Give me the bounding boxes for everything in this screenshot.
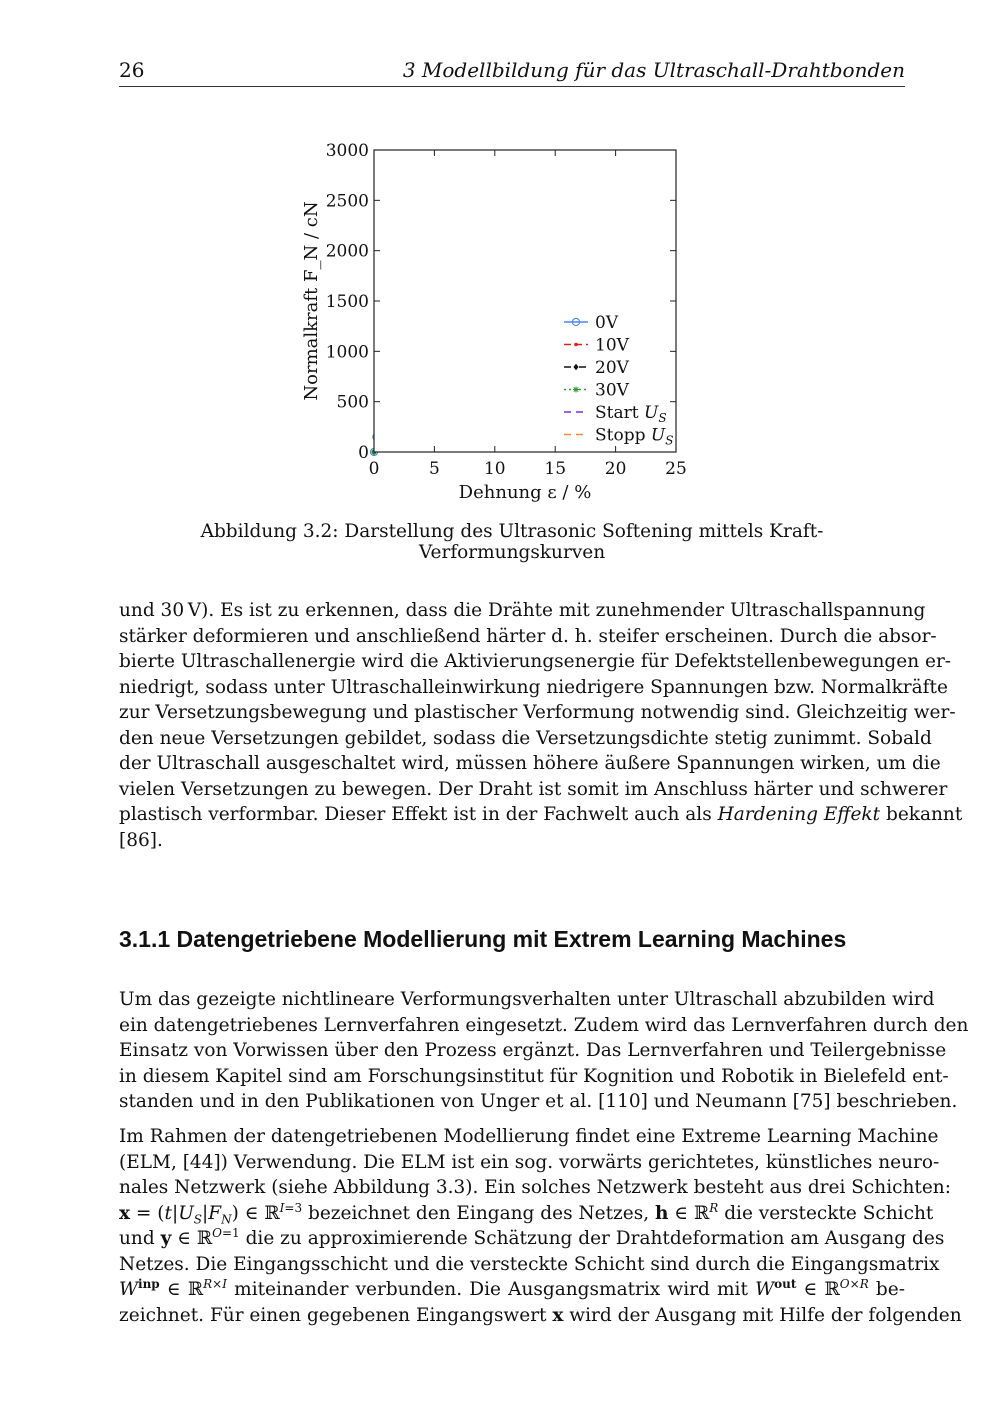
emphasis-term: Hardening Effekt [717, 804, 881, 825]
text-line: zeichnet. Für einen gegebenen Eingangswert x wird der Ausgang mit Hilfe der folgenden [119, 1304, 962, 1326]
text-line: in diesem Kapitel sind am Forschungsinstitut für Kognition und Robotik in Bielefeld ent- [119, 1065, 949, 1087]
x-axis-label: Dehnung ε / % [458, 482, 592, 503]
formula-x: $x = (t|U_S|F_N)$ ∈ ℝ$^{I=3}$ [119, 1200, 303, 1227]
text-line: (ELM, [44]) Verwendung. Die ELM ist ein sog. vorwärts gerichtetes, künstliches neuro- [119, 1151, 940, 1173]
formula-h: h ∈ ℝ$^R$ [654, 1200, 719, 1224]
y-tick-label: 2000 [325, 241, 369, 262]
text-line: $W^{inp}$ ∈ ℝ$^{R\times I}$ miteinander verbunden. Die Ausgangsmatrix wird mit $W^{out}$ ∈ ℝ$^{O\times R}$ be- [119, 1276, 905, 1300]
text-line: und 30 V). Es ist zu erkennen, dass die Drähte mit zunehmender Ultraschallspannung [119, 600, 926, 621]
paragraph-3 [119, 1124, 962, 1328]
legend-label: 20V [595, 358, 629, 378]
y-axis-label: Normalkraft F_N / cN [301, 201, 322, 401]
x-tick-label: 20 [604, 459, 627, 479]
text-line: und y ∈ ℝ$^{O=1}$ die zu approximierende Schätzung der Drahtdeformation am Ausgang des [119, 1225, 945, 1249]
x-tick-label: 5 [428, 459, 440, 479]
x-tick-label: 10 [483, 459, 506, 479]
y-tick-label: 1000 [325, 342, 369, 363]
text-line: niedrigt, sodass unter Ultraschalleinwirkung niedrigere Spannungen bzw. Normalkräfte [119, 676, 948, 698]
legend-label: 10V [595, 335, 629, 356]
figure-caption: Abbildung 3.2: Darstellung des Ultrasonic Softening mittels Kraft-Verformungskurven [200, 521, 824, 563]
legend-label: Stopp $U_S$ [595, 425, 674, 448]
text-line: Im Rahmen der datengetriebenen Modellierung findet eine Extreme Learning Machine [119, 1126, 939, 1147]
text-line: vielen Versetzungen zu bewegen. Der Draht ist somit im Anschluss härter und schwerer [119, 778, 948, 800]
y-tick-label: 500 [336, 392, 369, 413]
running-header [119, 58, 905, 87]
formula-wout: $W^{out}$ ∈ ℝ$^{O\times R}$ [755, 1276, 869, 1300]
paragraph-2 [119, 987, 969, 1115]
formula-y: y ∈ ℝ$^{O=1}$ [160, 1225, 240, 1249]
y-tick-label: 2500 [325, 191, 369, 212]
force-strain-chart [295, 120, 715, 510]
text-line: der Ultraschall ausgeschaltet wird, müssen höhere äußere Spannungen wirken, um die [119, 753, 941, 774]
y-tick-label: 3000 [325, 141, 369, 161]
text-line: stärker deformieren und anschließend härter d. h. steifer erscheinen. Durch die absor- [119, 625, 937, 647]
y-tick-label: 1500 [325, 292, 369, 312]
y-tick-label: 0 [358, 443, 369, 463]
text-line: Einsatz von Vorwissen über den Prozess ergänzt. Das Lernverfahren und Teilergebnisse [119, 1040, 947, 1061]
text-line: standen und in den Publikationen von Unger et al. [110] und Neumann [75] beschrieben. [119, 1091, 958, 1112]
x-tick-label: 0 [368, 459, 380, 479]
text-line: ein datengetriebenes Lernverfahren eingesetzt. Zudem wird das Lernverfahren durch den [119, 1014, 969, 1036]
text-line: plastisch verformbar. Dieser Effekt ist in der Fachwelt auch als Hardening Effekt bekannt [119, 804, 963, 825]
page-number: 26 [119, 58, 145, 82]
legend-label: 30V [595, 380, 629, 401]
text-line: Netzes. Die Eingangsschicht und die versteckte Schicht sind durch die Eingangsmatrix [119, 1253, 940, 1275]
data-point [573, 387, 579, 393]
text-line: nales Netzwerk (siehe Abbildung 3.3). Ein solches Netzwerk besteht aus drei Schichten: [119, 1177, 951, 1198]
citation: [86]. [119, 829, 163, 851]
text-line: den neue Versetzungen gebildet, sodass die Versetzungsdichte stetig zunimmt. Sobald [119, 727, 932, 749]
section-heading: 3.1.1 Datengetriebene Modellierung mit Extrem Learning Machines [119, 926, 847, 952]
text-line: bierte Ultraschallenergie wird die Aktivierungsenergie für Defektstellenbewegungen er- [119, 651, 952, 672]
x-tick-label: 25 [665, 459, 687, 479]
text-line: Um das gezeigte nichtlineare Verformungsverhalten unter Ultraschall abzubilden wird [119, 989, 935, 1010]
text-line: zur Versetzungsbewegung und plastischer Verformung notwendig sind. Gleichzeitig wer- [119, 702, 956, 723]
data-point [574, 343, 578, 347]
x-tick-label: 15 [544, 459, 567, 479]
chapter-title: 3 Modellbildung für das Ultraschall-Drahtbonden [402, 58, 905, 82]
paragraph-1 [119, 598, 963, 853]
formula-winp: $W^{inp}$ ∈ ℝ$^{R\times I}$ [119, 1276, 227, 1300]
legend-label: Start $U_S$ [595, 403, 667, 425]
text-line: $x = (t|U_S|F_N)$ ∈ ℝ$^{I=3}$ bezeichnet den Eingang des Netzes, h ∈ ℝ$^R$ die versteckte Schicht [119, 1200, 934, 1227]
legend-label: 0V [595, 313, 619, 333]
